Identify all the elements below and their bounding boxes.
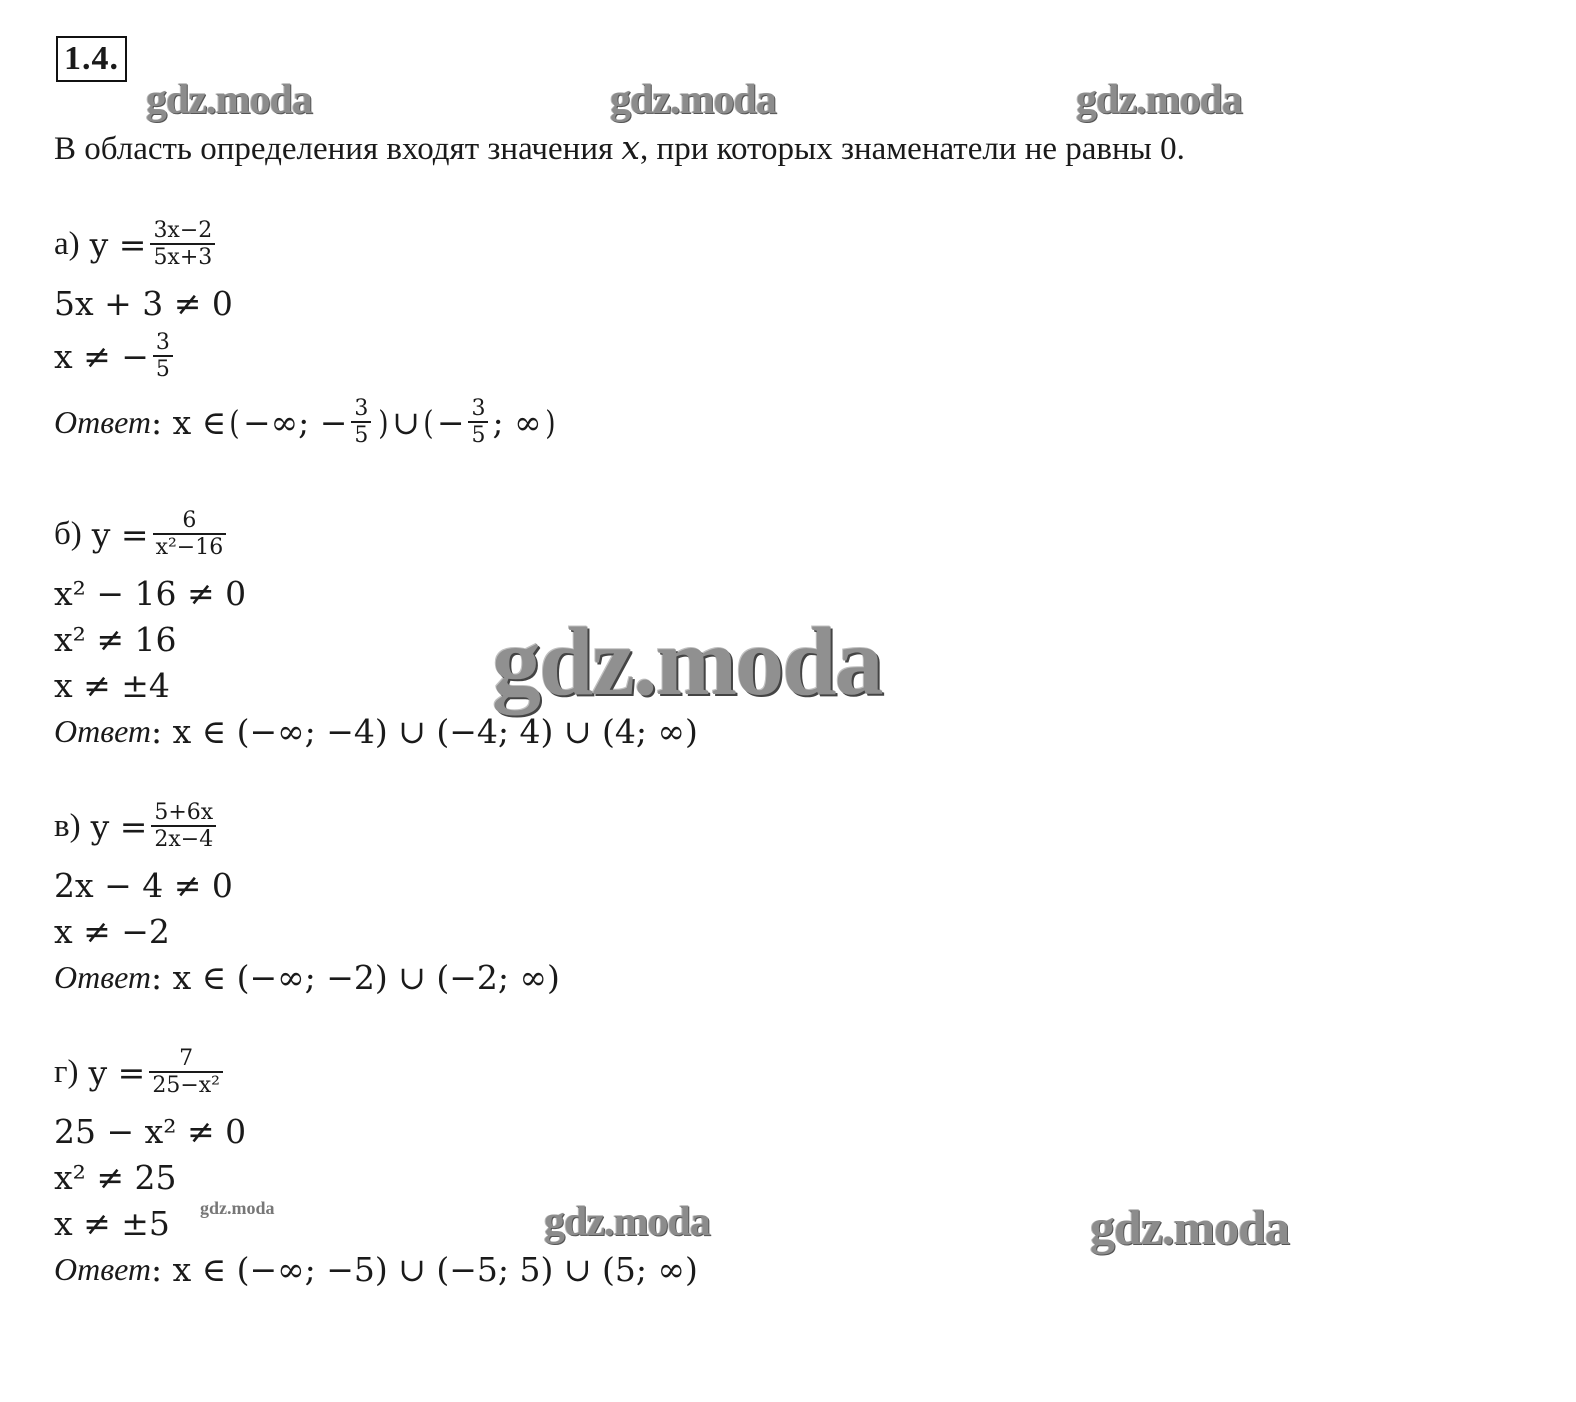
fraction	[351, 396, 371, 449]
watermark: gdz.moda	[492, 608, 882, 716]
intro-before: В область определения входят значения	[54, 131, 622, 167]
answer-expression: : x ∈ (−∞; −5) ∪ (−5; 5) ∪ (5; ∞)	[151, 1250, 698, 1289]
fraction-numerator: 3	[155, 330, 170, 355]
watermark: gdz.moda	[1076, 77, 1242, 123]
func-prefix: y =	[90, 806, 148, 846]
fraction	[468, 396, 488, 449]
part-v-step	[54, 866, 233, 905]
right-paren: )	[544, 402, 556, 442]
problem-number: 1.4.	[56, 36, 127, 82]
part-a-result	[54, 330, 177, 383]
answer-expression: : x ∈ (−∞; −2) ∪ (−2; ∞)	[151, 958, 560, 997]
watermark: gdz.moda	[146, 77, 312, 123]
fraction-denominator: 5x+3	[150, 243, 215, 270]
answer-prefix: : x ∈	[151, 402, 227, 442]
answer-word: Ответ	[54, 403, 151, 440]
fraction-numerator: 3	[471, 396, 486, 421]
interval-start: −	[436, 402, 465, 442]
part-b-step	[54, 620, 176, 659]
union-symbol: ∪	[392, 402, 420, 442]
step: x ≠ −2	[54, 912, 170, 951]
watermark: gdz.moda	[1090, 1199, 1289, 1255]
fraction-numerator: 5+6x	[154, 800, 214, 825]
part-b-answer	[54, 712, 698, 751]
fraction	[149, 1046, 223, 1099]
part-g-step	[54, 1112, 246, 1151]
part-b-step	[54, 666, 170, 705]
part-v-step	[54, 912, 170, 951]
func-prefix: y =	[91, 514, 149, 554]
fraction-denominator: 25−x²	[149, 1071, 223, 1098]
fraction	[153, 508, 227, 561]
fraction-numerator: 7	[179, 1046, 194, 1071]
answer-expression: : x ∈ (−∞; −4) ∪ (−4; 4) ∪ (4; ∞)	[151, 712, 698, 751]
step: 25 − x² ≠ 0	[54, 1112, 247, 1151]
part-b-function	[54, 508, 230, 561]
intro-var: x	[621, 128, 641, 167]
interval-end: ; ∞	[492, 402, 542, 442]
intro-after: , при которых знаменатели не равны 0.	[640, 131, 1185, 167]
step: x ≠ ±5	[54, 1204, 170, 1243]
step: x ≠ ±4	[54, 666, 170, 705]
part-v-function	[54, 800, 220, 853]
step: x² − 16 ≠ 0	[54, 574, 247, 613]
part-label: б)	[54, 515, 82, 552]
step: x² ≠ 25	[54, 1158, 177, 1197]
fraction	[150, 218, 215, 271]
answer-word: Ответ	[54, 713, 151, 749]
step: 5x + 3 ≠ 0	[54, 284, 233, 323]
step: 2x − 4 ≠ 0	[54, 866, 233, 905]
part-label: в)	[54, 807, 81, 844]
fraction-denominator: 2x−4	[151, 825, 216, 852]
watermark: gdz.moda	[200, 1198, 275, 1218]
result-prefix: x ≠ −	[54, 336, 149, 376]
part-label: а)	[54, 225, 80, 262]
fraction-denominator: 5	[468, 421, 488, 448]
fraction-numerator: 6	[182, 508, 197, 533]
part-g-function	[54, 1046, 227, 1099]
step: x² ≠ 16	[54, 620, 177, 659]
left-paren: (	[229, 402, 240, 442]
fraction-numerator: 3x−2	[153, 218, 213, 243]
func-prefix: y =	[89, 224, 147, 264]
intro-text	[54, 128, 1185, 168]
watermark: gdz.moda	[544, 1199, 710, 1245]
answer-word: Ответ	[54, 959, 151, 995]
func-prefix: y =	[88, 1052, 146, 1092]
part-a-step	[54, 284, 233, 323]
watermark: gdz.moda	[610, 77, 776, 123]
part-g-step	[54, 1204, 170, 1243]
fraction	[153, 330, 173, 383]
part-g-answer	[54, 1250, 698, 1289]
interval-start: −∞; −	[243, 402, 348, 442]
fraction-denominator: x²−16	[153, 533, 227, 560]
fraction-denominator: 5	[351, 421, 371, 448]
part-a-answer	[54, 396, 558, 449]
part-label: г)	[54, 1053, 79, 1090]
part-v-answer	[54, 958, 560, 997]
part-g-step	[54, 1158, 176, 1197]
fraction-denominator: 5	[153, 355, 173, 382]
part-b-step	[54, 574, 246, 613]
part-a-function	[54, 218, 219, 271]
fraction-numerator: 3	[354, 396, 369, 421]
fraction	[151, 800, 216, 853]
left-paren: (	[423, 402, 434, 442]
answer-word: Ответ	[54, 1251, 151, 1287]
right-paren: )	[378, 402, 390, 442]
